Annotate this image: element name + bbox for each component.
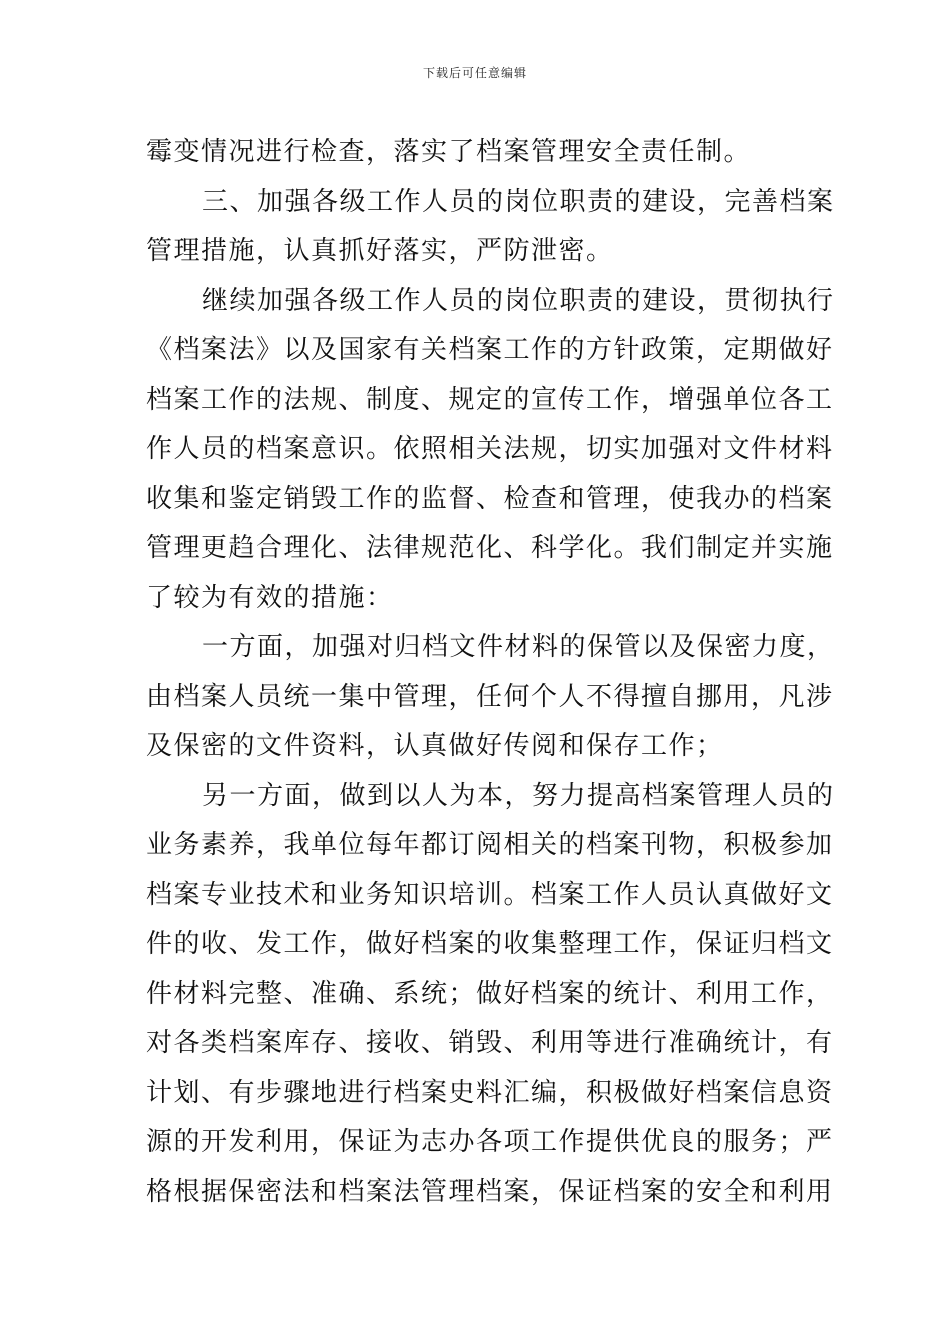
text-line: 霉变情况进行检查，落实了档案管理安全责任制。: [146, 137, 752, 167]
text-line: 件材料完整、准确、系统；做好档案的统计、利用工作，: [146, 978, 834, 1009]
text-line: 源的开发利用，保证为志办各项工作提供优良的服务；严: [146, 1127, 834, 1157]
text-line: 及保密的文件资料，认真做好传阅和保存工作；: [146, 731, 724, 761]
text-line: 由档案人员统一集中管理，任何个人不得擅自挪用，凡涉: [146, 681, 834, 712]
text-line: 收集和鉴定销毁工作的监督、检查和管理，使我办的档案: [146, 483, 834, 514]
text-line: 业务素养，我单位每年都订阅相关的档案刊物，积极参加: [146, 830, 834, 860]
text-line: 《档案法》以及国家有关档案工作的方针政策，定期做好: [146, 335, 834, 365]
page-header: 下载后可任意编辑: [422, 66, 527, 80]
text-line: 件的收、发工作，做好档案的收集整理工作，保证归档文: [146, 929, 834, 959]
text-line: 格根据保密法和档案法管理档案，保证档案的安全和利用: [146, 1176, 834, 1207]
text-line: 计划、有步骤地进行档案史料汇编，积极做好档案信息资: [146, 1077, 834, 1108]
text-line: 另一方面，做到以人为本，努力提高档案管理人员的: [202, 780, 835, 811]
text-line: 对各类档案库存、接收、销毁、利用等进行准确统计，有: [146, 1028, 834, 1058]
text-line: 一方面，加强对归档文件材料的保管以及保密力度，: [202, 632, 835, 662]
text-line: 档案专业技术和业务知识培训。档案工作人员认真做好文: [146, 879, 834, 910]
text-line: 档案工作的法规、制度、规定的宣传工作，增强单位各工: [146, 384, 834, 415]
text-line: 继续加强各级工作人员的岗位职责的建设，贯彻执行: [202, 285, 835, 316]
document-body: [146, 128, 835, 1217]
text-line: 管理更趋合理化、法律规范化、科学化。我们制定并实施: [146, 533, 834, 563]
text-line: 三、加强各级工作人员的岗位职责的建设，完善档案: [202, 186, 835, 217]
text-line: 管理措施，认真抓好落实，严防泄密。: [146, 236, 614, 266]
text-line: 了较为有效的措施：: [146, 582, 394, 613]
text-line: 作人员的档案意识。依照相关法规，切实加强对文件材料: [146, 434, 834, 464]
